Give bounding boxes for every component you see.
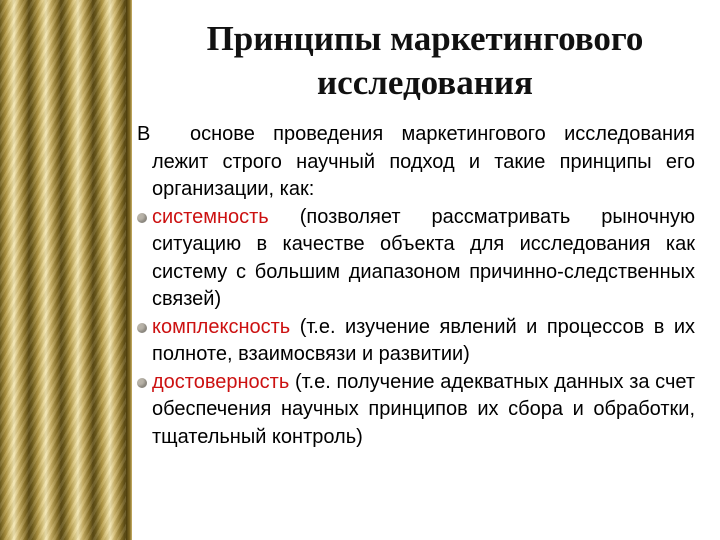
term-description: (т.е. изучение явлений и процессов в их полноте, взаимосвязи и развитии)	[152, 315, 695, 365]
slide-title: Принципы маркетингового исследования	[206, 19, 644, 102]
term-description: (позволяет рассматривать рыночную ситуацию в качестве объекта для исследования как систему с большим диапазоном причинно-следственных связей)	[152, 205, 695, 310]
list-item	[137, 369, 695, 452]
intro-text: основе проведения маркетингового исследования лежит строго научный подход и такие принципы его организации, как:	[152, 123, 695, 200]
term-description: (т.е. получение адекватных данных за счет обеспечения научных принципов их сбора и обработки, тщательный контроль)	[152, 370, 695, 448]
term-label: системность	[152, 205, 269, 228]
term-label: комплексность	[152, 315, 291, 338]
list-item	[137, 314, 695, 369]
list-item	[137, 204, 695, 314]
bullet-icon	[137, 378, 147, 388]
term-label: достоверность	[152, 370, 290, 393]
decorative-gold-frame	[0, 0, 126, 540]
intro-paragraph	[137, 121, 695, 204]
intro-lead: В	[137, 123, 151, 145]
bullet-icon	[137, 213, 147, 223]
bullet-icon	[137, 323, 147, 333]
slide-body	[137, 121, 695, 451]
